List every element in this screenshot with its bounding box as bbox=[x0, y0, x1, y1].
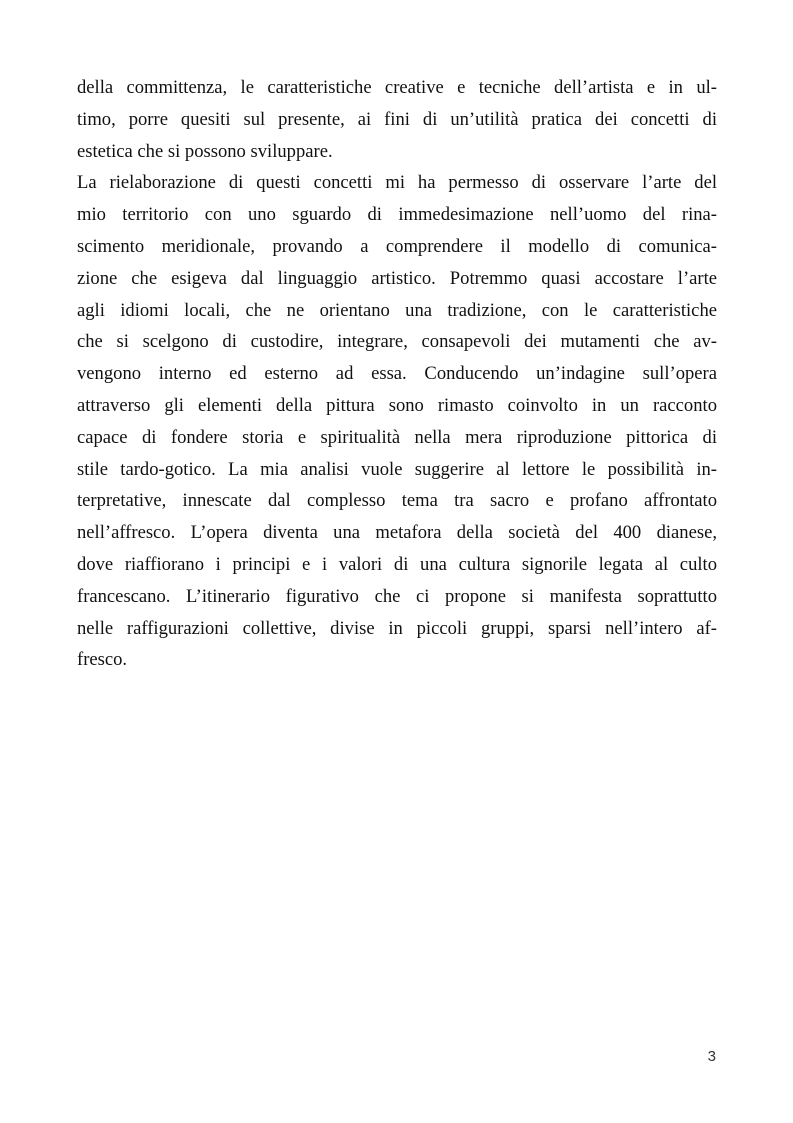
page-number: 3 bbox=[707, 1048, 716, 1065]
text-line: estetica che si possono sviluppare. bbox=[77, 140, 333, 162]
text-line: attraverso gli elementi della pittura sono rimasto coinvolto in un racconto bbox=[77, 394, 717, 416]
text-line: fresco. bbox=[77, 649, 128, 671]
text-line: mio territorio con uno sguardo di immedesimazione nell’uomo del rina- bbox=[77, 204, 717, 226]
text-line: nelle raffigurazioni collettive, divise in piccoli gruppi, sparsi nell’intero af- bbox=[77, 617, 717, 639]
text-line: agli idiomi locali, che ne orientano una tradizione, con le caratteristiche bbox=[77, 299, 717, 321]
text-line: scimento meridionale, provando a comprendere il modello di comunica- bbox=[77, 235, 717, 257]
body-text bbox=[77, 72, 717, 676]
text-line: nell’affresco. L’opera diventa una metafora della società del 400 dianese, bbox=[77, 522, 717, 544]
text-line: capace di fondere storia e spiritualità nella mera riproduzione pittorica di bbox=[77, 426, 717, 448]
text-line: dove riaffiorano i principi e i valori di una cultura signorile legata al culto bbox=[77, 553, 717, 575]
text-line: terpretative, innescate dal complesso tema tra sacro e profano affrontato bbox=[77, 490, 717, 512]
text-line: La rielaborazione di questi concetti mi ha permesso di osservare l’arte del bbox=[77, 172, 717, 194]
text-line: della committenza, le caratteristiche creative e tecniche dell’artista e in ul- bbox=[77, 77, 717, 98]
text-line: che si scelgono di custodire, integrare, consapevoli dei mutamenti che av- bbox=[77, 331, 717, 353]
text-line: timo, porre quesiti sul presente, ai fini di un’utilità pratica dei concetti di bbox=[77, 108, 717, 130]
text-line: zione che esigeva dal linguaggio artistico. Potremmo quasi accostare l’arte bbox=[77, 267, 717, 289]
text-line: vengono interno ed esterno ad essa. Conducendo un’indagine sull’opera bbox=[77, 363, 717, 385]
text-line: francescano. L’itinerario figurativo che ci propone si manifesta soprattutto bbox=[77, 585, 717, 607]
text-line: stile tardo-gotico. La mia analisi vuole suggerire al lettore le possibilità in- bbox=[77, 458, 717, 480]
